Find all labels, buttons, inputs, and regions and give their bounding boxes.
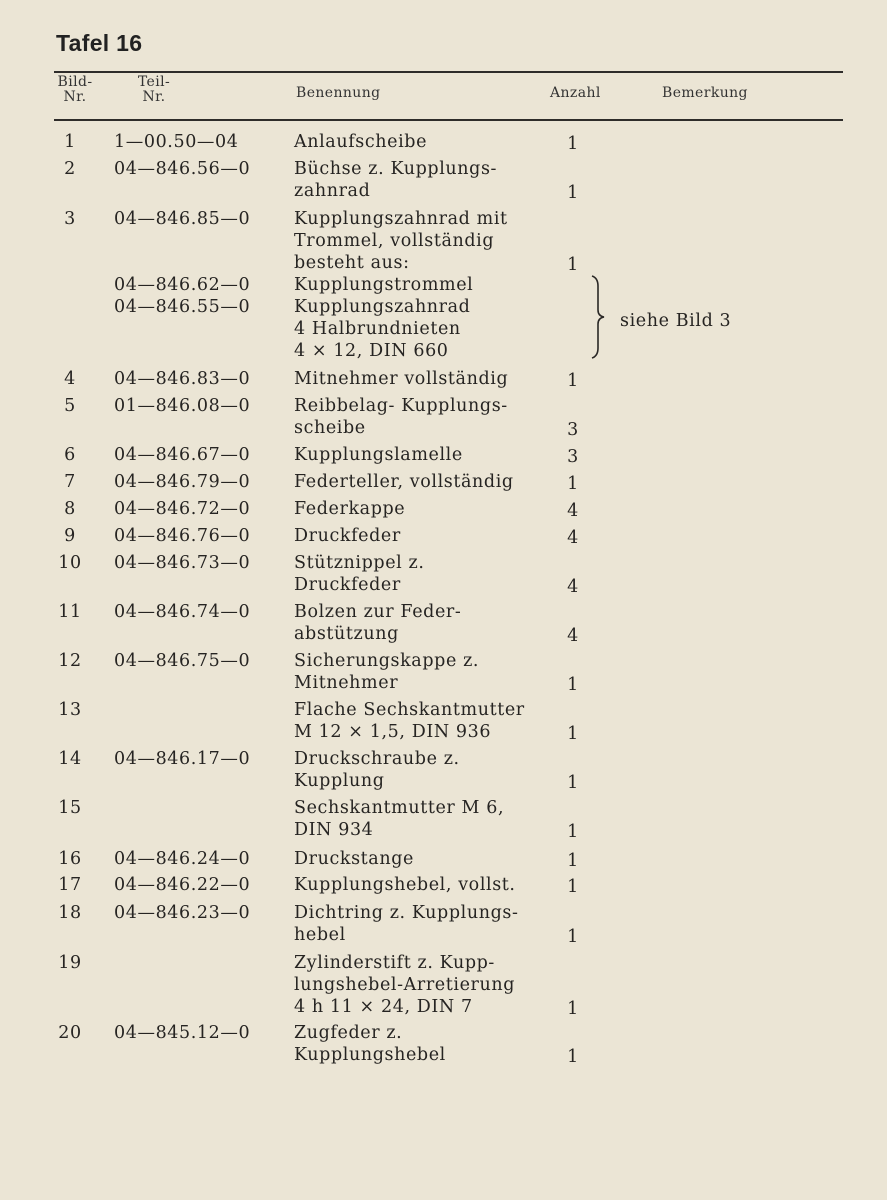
quantity: 1 xyxy=(567,371,579,391)
part-name-line: Kupplung xyxy=(294,771,385,791)
table-row xyxy=(0,395,887,440)
table-row xyxy=(0,296,887,317)
column-header-teil-line1: Teil- xyxy=(137,74,171,90)
column-header-benennung: Benennung xyxy=(296,85,381,101)
bild-number: 18 xyxy=(58,903,82,923)
part-name-line: Kupplungszahnrad mit xyxy=(294,209,508,229)
quantity: 1 xyxy=(567,822,579,842)
column-header-teil-line2: Nr. xyxy=(142,89,166,105)
table-row xyxy=(0,848,887,871)
table-row xyxy=(0,444,887,467)
bild-number: 9 xyxy=(64,526,76,546)
part-name-line: Zylinderstift z. Kupp- xyxy=(294,953,495,973)
part-name-line: Kupplungszahnrad xyxy=(294,297,471,317)
part-number: 04—846.24—0 xyxy=(114,849,251,869)
part-name-line: abstützung xyxy=(294,624,399,644)
quantity: 1 xyxy=(567,134,579,154)
table-row xyxy=(0,525,887,548)
bild-number: 4 xyxy=(64,369,76,389)
column-header-anzahl: Anzahl xyxy=(550,85,601,101)
part-name-line: 4 h 11 × 24, DIN 7 xyxy=(294,997,473,1017)
table-row xyxy=(0,874,887,897)
table-row xyxy=(0,748,887,793)
bild-number: 17 xyxy=(58,875,82,895)
table-row xyxy=(0,158,887,203)
quantity: 1 xyxy=(567,183,579,203)
part-name-line: 4 × 12, DIN 660 xyxy=(294,341,449,361)
part-name-line: lungshebel-Arretierung xyxy=(294,975,516,995)
bild-number: 6 xyxy=(64,445,76,465)
part-number: 04—846.23—0 xyxy=(114,903,251,923)
quantity: 1 xyxy=(567,877,579,897)
quantity: 1 xyxy=(567,999,579,1019)
part-name-line: Flache Sechskantmutter xyxy=(294,700,525,720)
table-row xyxy=(0,797,887,842)
part-name-line: Mitnehmer xyxy=(294,673,399,693)
part-number: 01—846.08—0 xyxy=(114,396,251,416)
quantity: 1 xyxy=(567,1047,579,1067)
part-number: 04—846.76—0 xyxy=(114,526,251,546)
part-name-line: Sicherungskappe z. xyxy=(294,651,480,671)
part-name-line: Reibbelag- Kupplungs- xyxy=(294,396,508,416)
part-name-line: besteht aus: xyxy=(294,253,410,273)
part-name-line: hebel xyxy=(294,925,346,945)
part-number: 04—846.79—0 xyxy=(114,472,251,492)
part-number: 04—846.17—0 xyxy=(114,749,251,769)
column-header-teil xyxy=(128,75,180,105)
part-name-line: Mitnehmer vollständig xyxy=(294,369,509,389)
table-row xyxy=(0,368,887,391)
part-number: 04—846.62—0 xyxy=(114,275,251,295)
part-number: 04—846.73—0 xyxy=(114,553,251,573)
part-number: 04—846.74—0 xyxy=(114,602,251,622)
table-row xyxy=(0,952,887,1019)
part-number: 04—846.67—0 xyxy=(114,445,251,465)
part-name-line: DIN 934 xyxy=(294,820,374,840)
bild-number: 7 xyxy=(64,472,76,492)
quantity: 3 xyxy=(567,420,579,440)
remark-siehe-bild: siehe Bild 3 xyxy=(620,311,732,331)
table-row xyxy=(0,340,887,361)
table-row xyxy=(0,902,887,947)
quantity: 1 xyxy=(567,851,579,871)
part-name-line: M 12 × 1,5, DIN 936 xyxy=(294,722,492,742)
quantity: 4 xyxy=(567,626,579,646)
quantity: 3 xyxy=(567,447,579,467)
column-header-bild xyxy=(52,75,98,105)
part-name-line: Kupplungslamelle xyxy=(294,445,463,465)
part-name-line: Büchse z. Kupplungs- xyxy=(294,159,498,179)
table-row xyxy=(0,498,887,521)
part-number: 04—846.56—0 xyxy=(114,159,251,179)
part-number: 04—846.55—0 xyxy=(114,297,251,317)
part-name-line: Dichtring z. Kupplungs- xyxy=(294,903,519,923)
bild-number: 5 xyxy=(64,396,76,416)
table-row xyxy=(0,274,887,295)
bild-number: 14 xyxy=(58,749,82,769)
quantity: 1 xyxy=(567,927,579,947)
bild-number: 19 xyxy=(58,953,82,973)
part-name-line: Druckschraube z. xyxy=(294,749,460,769)
part-number: 04—846.75—0 xyxy=(114,651,251,671)
quantity: 1 xyxy=(567,724,579,744)
bild-number: 13 xyxy=(58,700,82,720)
part-number: 04—845.12—0 xyxy=(114,1023,251,1043)
table-row xyxy=(0,131,887,154)
part-name-line: Zugfeder z. xyxy=(294,1023,403,1043)
quantity: 1 xyxy=(567,675,579,695)
quantity: 1 xyxy=(567,773,579,793)
bild-number: 3 xyxy=(64,209,76,229)
bild-number: 8 xyxy=(64,499,76,519)
part-name-line: Bolzen zur Feder- xyxy=(294,602,462,622)
quantity: 4 xyxy=(567,577,579,597)
table-row xyxy=(0,699,887,744)
bild-number: 1 xyxy=(64,132,76,152)
part-number: 04—846.85—0 xyxy=(114,209,251,229)
part-name-line: Trommel, vollständig xyxy=(294,231,495,251)
right-brace-icon xyxy=(586,274,610,360)
column-header-bild-line1: Bild- xyxy=(57,74,93,90)
part-name-line: Sechskantmutter M 6, xyxy=(294,798,505,818)
quantity: 4 xyxy=(567,528,579,548)
table-row xyxy=(0,650,887,695)
bild-number: 10 xyxy=(58,553,82,573)
quantity: 1 xyxy=(567,474,579,494)
part-name-line: Druckfeder xyxy=(294,575,401,595)
part-name-line: Kupplungstrommel xyxy=(294,275,474,295)
bild-number: 11 xyxy=(58,602,82,622)
part-name-line: Druckfeder xyxy=(294,526,401,546)
part-name-line: Kupplungshebel xyxy=(294,1045,446,1065)
table-row xyxy=(0,471,887,494)
bild-number: 16 xyxy=(58,849,82,869)
part-name-line: 4 Halbrundnieten xyxy=(294,319,461,339)
part-name-line: Stütznippel z. xyxy=(294,553,425,573)
header-rule-top xyxy=(54,71,843,73)
quantity: 1 xyxy=(567,255,579,275)
table-row xyxy=(0,601,887,646)
table-row xyxy=(0,208,887,275)
page-title: Tafel 16 xyxy=(56,30,143,56)
table-row xyxy=(0,552,887,597)
part-name-line: Kupplungshebel, vollst. xyxy=(294,875,516,895)
part-name-line: zahnrad xyxy=(294,181,371,201)
part-number: 04—846.72—0 xyxy=(114,499,251,519)
part-name-line: Druckstange xyxy=(294,849,414,869)
bild-number: 2 xyxy=(64,159,76,179)
quantity: 4 xyxy=(567,501,579,521)
part-name-line: scheibe xyxy=(294,418,366,438)
header-rule-bottom xyxy=(54,119,843,121)
column-header-bemerkung: Bemerkung xyxy=(662,85,748,101)
table-row xyxy=(0,1022,887,1067)
bild-number: 20 xyxy=(58,1023,82,1043)
part-number: 04—846.83—0 xyxy=(114,369,251,389)
bild-number: 15 xyxy=(58,798,82,818)
bild-number: 12 xyxy=(58,651,82,671)
part-name-line: Federkappe xyxy=(294,499,406,519)
part-name-line: Federteller, vollständig xyxy=(294,472,514,492)
part-number: 04—846.22—0 xyxy=(114,875,251,895)
part-number: 1—00.50—04 xyxy=(114,132,239,152)
column-header-bild-line2: Nr. xyxy=(63,89,87,105)
part-name-line: Anlaufscheibe xyxy=(294,132,428,152)
